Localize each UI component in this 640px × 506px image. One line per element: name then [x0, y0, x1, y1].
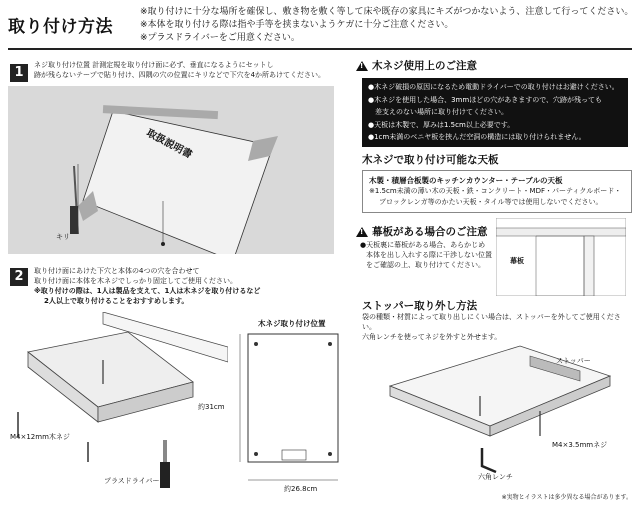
template-diagram [230, 330, 350, 490]
curtain-line: ●天板裏に幕板がある場合、あらかじめ [360, 241, 486, 249]
stopper-screw-label: M4×3.5mmネジ [552, 441, 608, 449]
header-divider [8, 48, 632, 50]
width-label: 約26.8cm [284, 485, 318, 493]
caution-item: ●木ネジ破損の原因になるため電動ドライバーでの取り付けはお避けください。 [368, 83, 619, 91]
step-1-text [34, 60, 344, 80]
stopper-title: ストッパー取り外し方法 [362, 300, 478, 312]
screw-label: M4×12mm木ネジ [10, 433, 70, 441]
curtain-title: ! 幕板がある場合のご注意 [356, 224, 488, 239]
driver-label: プラスドライバー [104, 477, 160, 485]
wood-title: 木ネジで取り付け可能な天板 [362, 154, 499, 166]
wood-box-title: 木製・積層合板製のキッチンカウンター・テーブルの天板 [369, 176, 563, 185]
caution-item: 差支えのない場所に取り付けてください。 [368, 108, 508, 116]
step-1-line: ネジ取り付け位置 計測定規を取り付け面に必ず、垂直になるようにセットし [34, 61, 274, 69]
wood-box-line: ブロックレンガ等のかたい天板・タイル等では使用しないでください。 [379, 198, 603, 206]
wood-box [362, 170, 632, 213]
stopper-line: 袋の種類・材質によって取り出しにくい場合は、ストッパーを外してご使用ください。 [362, 313, 621, 331]
height-label: 約31cm [198, 403, 225, 411]
step-1-badge: 1 [10, 64, 28, 82]
footer-note: ※実物とイラストは多少異なる場合があります。 [501, 494, 632, 501]
curtain-board-label: 幕板 [510, 257, 524, 265]
wrench-label: 六角レンチ [478, 473, 513, 481]
step-2-line: 取り付け面に本体を木ネジでしっかり固定してご使用ください。 [34, 277, 237, 285]
curtain-text [360, 240, 500, 270]
warning-icon: ! [356, 227, 368, 237]
wood-box-line: ※1.5cm未満の薄い木の天板・鉄・コンクリート・MDF・パーティクルボード・ [369, 187, 622, 195]
step-1-line: 跡が残らないテープで貼り付け、四隅の穴の位置にキリなどで下穴を4か所あけてください。 [34, 71, 326, 79]
sheet-label: 取扱説明書 [144, 127, 194, 161]
mounting-illustration [8, 312, 228, 492]
warning-icon: ! [356, 61, 368, 71]
header-note: ※本体を取り付ける際は指や手等を挟まないようケガに十分ご注意ください。 [140, 20, 454, 30]
step-2-text [34, 266, 334, 306]
header-note: ※プラスドライバーをご用意ください。 [140, 33, 300, 43]
caution-item: ●1cm未満のベニヤ板を挟んだ空洞の構造には取り付けられません。 [368, 133, 586, 141]
caution-item: ●天板は木製で、厚みは1.5cm以上必要です。 [368, 120, 515, 129]
template-title: 木ネジ取り付け位置 [258, 319, 326, 328]
stopper-illustration [380, 336, 630, 486]
stopper-label: ストッパー [556, 357, 591, 365]
caution-item: ●木ネジを使用した場合、3mmほどの穴があきますので、穴跡が残っても [368, 95, 603, 104]
header-note: ※取り付けに十分な場所を確保し、敷き物を敷く等して床や既存の家具にキズがつかないよう、注意して行ってください。 [140, 7, 634, 17]
step-2-line: 取り付け面にあけた下穴と本体の4つの穴を合わせて [34, 267, 200, 275]
caution-box [362, 78, 628, 147]
curtain-line: 本体を出し入れする際に干渉しない位置 [366, 251, 492, 259]
caution-title: ! 木ネジ使用上のご注意 [356, 58, 477, 73]
header-notes [140, 6, 633, 45]
step-2-line: 2人以上で取り付けることをおすすめします。 [44, 297, 189, 305]
stopper-line: 六角レンチを使ってネジを外すと外せます。 [362, 333, 502, 341]
page-title: 取り付け方法 [8, 17, 113, 37]
step-2-line: ※取り付けの際は、1人は製品を支えて、1人は木ネジを取り付けるなど [34, 287, 261, 295]
step-1-illustration [8, 86, 334, 254]
curtain-line: をご確認の上、取り付けてください。 [366, 261, 485, 269]
step-2-badge: 2 [10, 268, 28, 286]
awl-label: キリ [56, 233, 70, 241]
